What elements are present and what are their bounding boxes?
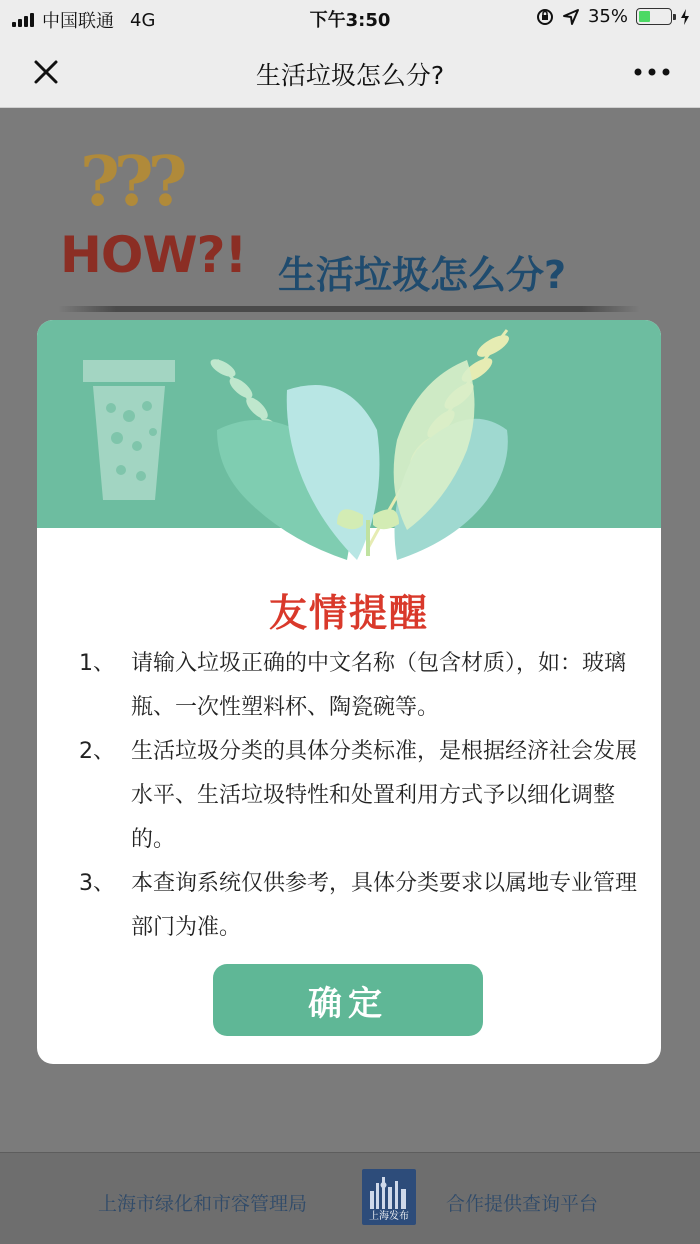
carrier-name: 中国联通 (42, 11, 114, 32)
header-title: 生活垃圾怎么分? (278, 253, 567, 297)
more-icon (632, 56, 672, 88)
header-underline (58, 306, 640, 312)
reminder-modal (37, 320, 661, 1064)
shanghai-fabu-logo (362, 1169, 416, 1225)
confirm-button[interactable]: 确定 (213, 964, 483, 1036)
status-right (536, 6, 690, 27)
footer (0, 1152, 700, 1244)
how-graphic-text: HOW?! (60, 226, 247, 284)
nav-bar (0, 36, 700, 108)
notice-number: 2、 (79, 739, 115, 764)
network-type: 4G (130, 9, 156, 31)
orientation-lock-icon (536, 8, 554, 26)
more-button[interactable] (632, 56, 672, 88)
notice-number: 1、 (79, 651, 115, 676)
footer-platform-text: 合作提供查询平台 (446, 1193, 599, 1215)
footer-agency-name: 上海市绿化和市容管理局 (98, 1193, 308, 1215)
notice-text: 生活垃圾分类的具体分类标准，是根据经济社会发展水平、生活垃圾特性和处置利用方式予以细化调整的。 (131, 739, 638, 852)
notice-text: 请输入垃圾正确的中文名称（包含材质），如：玻璃瓶、一次性塑料杯、陶瓷碗等。 (131, 651, 627, 720)
question-marks-graphic: ??? (80, 142, 182, 222)
leaf-illustration (37, 320, 661, 580)
battery-icon (636, 8, 672, 25)
notice-text: 本查询系统仅供参考，具体分类要求以属地专业管理部门为准。 (131, 871, 638, 940)
battery-percent: 35% (587, 6, 628, 27)
header-graphic (0, 108, 700, 318)
notice-number: 3、 (79, 871, 115, 896)
charging-icon (680, 8, 690, 26)
page-title: 生活垃圾怎么分? (255, 61, 445, 90)
logo-caption: 上海发布 (369, 1211, 409, 1222)
notice-list (79, 642, 639, 950)
status-bar (0, 0, 700, 36)
notice-item (79, 730, 639, 862)
notice-item (79, 862, 639, 950)
trash-bin-icon (83, 360, 175, 500)
location-icon (562, 8, 580, 26)
modal-heading: 友情提醒 (268, 591, 429, 635)
notice-item (79, 642, 639, 730)
status-time: 下午3:50 (309, 10, 391, 31)
skyline-icon (362, 1169, 416, 1209)
